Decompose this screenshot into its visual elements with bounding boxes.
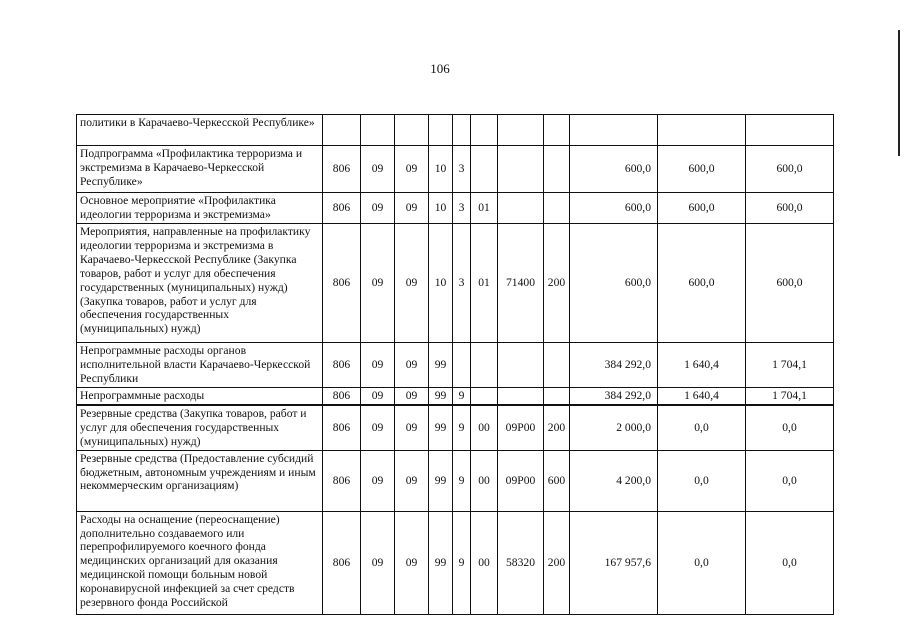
cell-csr-1: 10	[429, 224, 453, 343]
cell-vr: 200	[544, 405, 570, 450]
cell-csr-2: 9	[453, 511, 471, 614]
budget-table	[76, 114, 834, 615]
cell-pr	[395, 115, 429, 146]
cell-pr: 09	[395, 224, 429, 343]
cell-year-2	[658, 115, 746, 146]
table-row	[77, 511, 834, 614]
cell-ved: 806	[323, 511, 361, 614]
cell-csr-1: 10	[429, 193, 453, 224]
cell-rz: 09	[361, 146, 395, 193]
cell-csr-4	[498, 388, 544, 405]
cell-csr-2	[453, 343, 471, 388]
cell-pr: 09	[395, 343, 429, 388]
cell-csr-1: 99	[429, 450, 453, 511]
cell-csr-3	[471, 388, 498, 405]
cell-csr-3	[471, 146, 498, 193]
cell-vr	[544, 388, 570, 405]
cell-ved: 806	[323, 450, 361, 511]
cell-csr-4	[498, 146, 544, 193]
cell-year-1: 2 000,0	[570, 405, 658, 450]
cell-pr: 09	[395, 193, 429, 224]
cell-vr	[544, 115, 570, 146]
cell-csr-3	[471, 343, 498, 388]
cell-csr-2: 9	[453, 450, 471, 511]
cell-csr-1: 99	[429, 343, 453, 388]
cell-vr: 200	[544, 511, 570, 614]
cell-year-2: 0,0	[658, 511, 746, 614]
cell-csr-3: 01	[471, 224, 498, 343]
cell-ved: 806	[323, 405, 361, 450]
cell-year-2: 600,0	[658, 193, 746, 224]
cell-vr	[544, 193, 570, 224]
cell-csr-4: 09Р00	[498, 450, 544, 511]
cell-year-1: 600,0	[570, 224, 658, 343]
row-name: Расходы на оснащение (переоснащение) дополнительно создаваемого или перепрофилируемого коечного фонда медицинских организаций для оказания медицинской помощи больным новой коронавирусной инфекцией за счет средств резервного фонда Российской	[77, 511, 323, 614]
cell-year-3: 0,0	[746, 405, 834, 450]
cell-vr: 200	[544, 224, 570, 343]
table-row	[77, 388, 834, 405]
cell-year-3: 600,0	[746, 146, 834, 193]
cell-year-2: 0,0	[658, 450, 746, 511]
cell-csr-4: 71400	[498, 224, 544, 343]
cell-year-3: 600,0	[746, 193, 834, 224]
row-name: политики в Карачаево-Черкесской Республике»	[77, 115, 323, 146]
cell-csr-3: 00	[471, 405, 498, 450]
cell-csr-2: 9	[453, 405, 471, 450]
row-name: Резервные средства (Предоставление субсидий бюджетным, автономным учреждениям и иным некоммерческим организациям)	[77, 450, 323, 511]
cell-vr	[544, 343, 570, 388]
cell-csr-3: 00	[471, 511, 498, 614]
cell-year-1: 384 292,0	[570, 343, 658, 388]
cell-rz: 09	[361, 224, 395, 343]
cell-rz	[361, 115, 395, 146]
scan-edge-mark	[898, 30, 900, 156]
cell-rz: 09	[361, 405, 395, 450]
cell-year-2: 600,0	[658, 224, 746, 343]
table-row	[77, 405, 834, 450]
cell-year-2: 600,0	[658, 146, 746, 193]
row-name: Непрограммные расходы	[77, 388, 323, 405]
cell-csr-1: 99	[429, 511, 453, 614]
cell-year-2: 1 640,4	[658, 343, 746, 388]
table-row	[77, 115, 834, 146]
cell-pr: 09	[395, 146, 429, 193]
row-name: Подпрограмма «Профилактика терроризма и экстремизма в Карачаево-Черкесской Республике»	[77, 146, 323, 193]
cell-csr-1: 10	[429, 146, 453, 193]
cell-year-3: 0,0	[746, 450, 834, 511]
cell-ved: 806	[323, 388, 361, 405]
cell-year-1: 600,0	[570, 193, 658, 224]
cell-year-2: 0,0	[658, 405, 746, 450]
cell-year-1: 600,0	[570, 146, 658, 193]
row-name: Основное мероприятие «Профилактика идеологии терроризма и экстремизма»	[77, 193, 323, 224]
row-name: Мероприятия, направленные на профилактику идеологии терроризма и экстремизма в Карачаево-Черкесской Республике (Закупка товаров, работ и услуг для обеспечения государственных (муниципальных) нужд) (Закупка товаров, работ и услуг для обеспечения государственных (муниципальных) нужд)	[77, 224, 323, 343]
cell-rz: 09	[361, 511, 395, 614]
cell-pr: 09	[395, 388, 429, 405]
cell-csr-4	[498, 115, 544, 146]
cell-csr-4: 58320	[498, 511, 544, 614]
table-row	[77, 343, 834, 388]
page-number: 106	[430, 61, 450, 76]
cell-year-1	[570, 115, 658, 146]
cell-year-1: 167 957,6	[570, 511, 658, 614]
cell-pr: 09	[395, 511, 429, 614]
cell-csr-2: 3	[453, 146, 471, 193]
cell-csr-2	[453, 115, 471, 146]
cell-csr-3	[471, 115, 498, 146]
cell-ved: 806	[323, 343, 361, 388]
cell-rz: 09	[361, 388, 395, 405]
cell-year-1: 4 200,0	[570, 450, 658, 511]
cell-year-3	[746, 115, 834, 146]
cell-ved: 806	[323, 224, 361, 343]
cell-csr-3: 00	[471, 450, 498, 511]
cell-pr: 09	[395, 450, 429, 511]
cell-ved: 806	[323, 193, 361, 224]
cell-pr: 09	[395, 405, 429, 450]
cell-csr-1	[429, 115, 453, 146]
cell-ved	[323, 115, 361, 146]
cell-year-3: 1 704,1	[746, 343, 834, 388]
cell-year-1: 384 292,0	[570, 388, 658, 405]
cell-csr-2: 3	[453, 193, 471, 224]
table-row	[77, 224, 834, 343]
table-row	[77, 146, 834, 193]
cell-csr-2: 9	[453, 388, 471, 405]
cell-vr	[544, 146, 570, 193]
cell-csr-4: 09Р00	[498, 405, 544, 450]
cell-rz: 09	[361, 193, 395, 224]
table-row	[77, 450, 834, 511]
cell-csr-4	[498, 343, 544, 388]
cell-year-3: 600,0	[746, 224, 834, 343]
cell-csr-4	[498, 193, 544, 224]
cell-csr-1: 99	[429, 405, 453, 450]
cell-vr: 600	[544, 450, 570, 511]
row-name: Непрограммные расходы органов исполнительной власти Карачаево-Черкесской Республики	[77, 343, 323, 388]
table-row	[77, 193, 834, 224]
row-name: Резервные средства (Закупка товаров, работ и услуг для обеспечения государственных (муниципальных) нужд)	[77, 405, 323, 450]
cell-year-2: 1 640,4	[658, 388, 746, 405]
cell-csr-2: 3	[453, 224, 471, 343]
cell-ved: 806	[323, 146, 361, 193]
cell-year-3: 1 704,1	[746, 388, 834, 405]
cell-rz: 09	[361, 343, 395, 388]
cell-year-3: 0,0	[746, 511, 834, 614]
cell-csr-3: 01	[471, 193, 498, 224]
cell-rz: 09	[361, 450, 395, 511]
cell-csr-1: 99	[429, 388, 453, 405]
